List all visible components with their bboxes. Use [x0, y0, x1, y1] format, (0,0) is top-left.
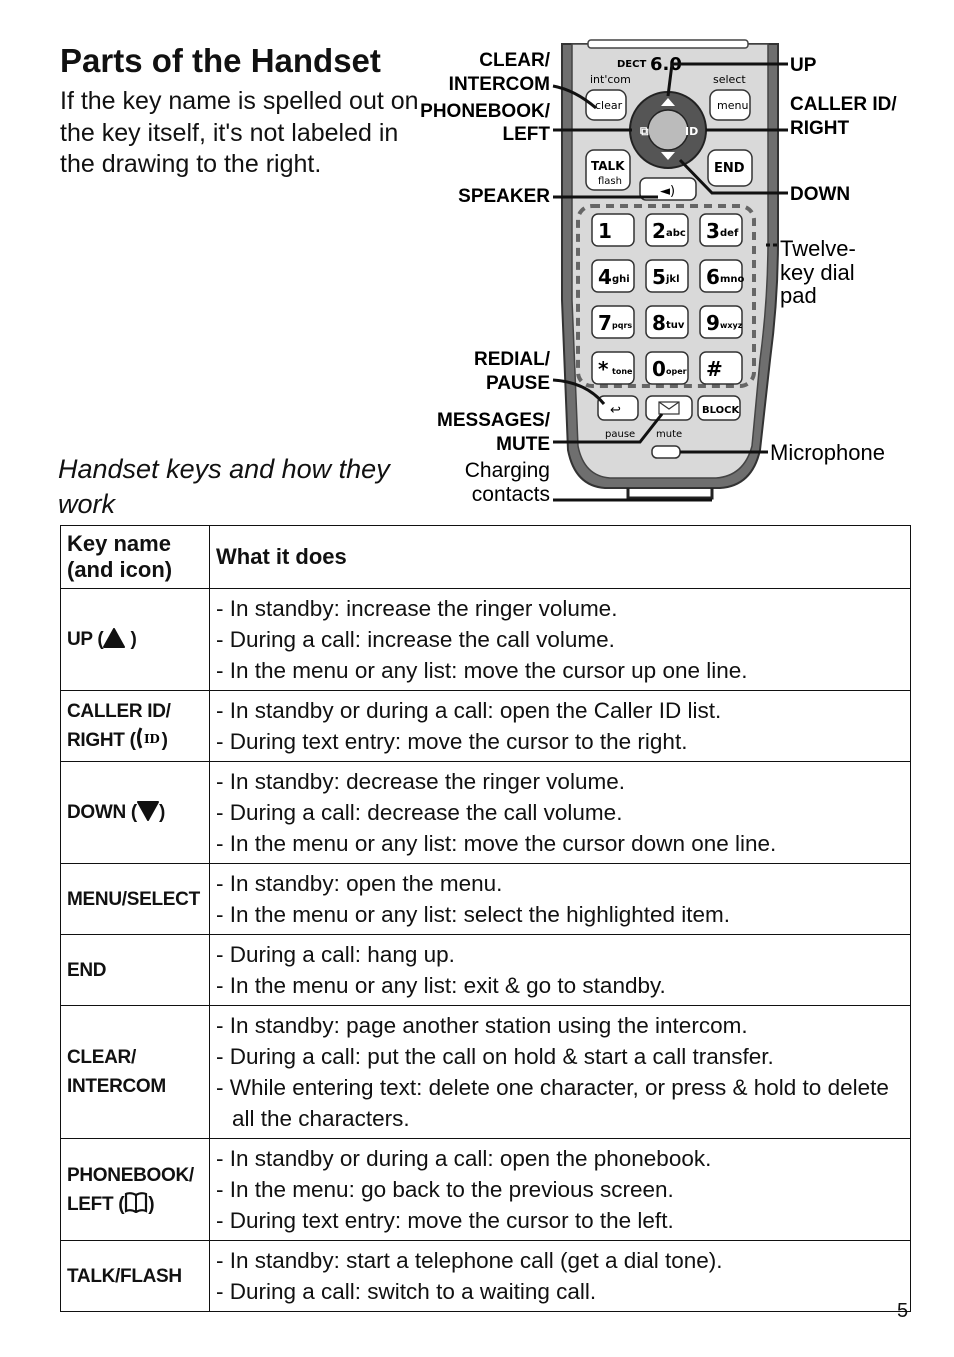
dial-key-letters: tone [612, 367, 633, 376]
table-row [61, 691, 911, 762]
caller-id-icon: ID [685, 125, 699, 138]
intro-paragraph: If the key name is spelled out on the key itself, it's not labeled in the drawing to the right. [60, 87, 419, 178]
dial-key-digit: * [598, 357, 609, 381]
dial-key-digit: 0 [652, 357, 666, 381]
key-name-line: TALK/FLASH [67, 1265, 182, 1287]
key-name-cell [61, 1139, 210, 1241]
dial-key-letters: ghi [612, 274, 630, 285]
table-header-row [61, 526, 911, 589]
callout-down: DOWN [790, 184, 851, 205]
description-cell [210, 1006, 911, 1139]
callout-charging: Charging [464, 459, 550, 482]
brand-label: DECT [617, 59, 647, 70]
description-line: - In standby: open the menu. [216, 871, 503, 896]
phonebook-icon: ⧉ [640, 124, 649, 138]
description-line: - In standby: page another station using the intercom. [216, 1013, 748, 1038]
callout-phonebook: PHONEBOOK/ [420, 101, 550, 122]
block-key-label: BLOCK [702, 405, 740, 416]
handset-keys-table [60, 525, 911, 1312]
description-line: - During text entry: move the cursor to the right. [216, 729, 688, 754]
svg-text:ID: ID [143, 732, 160, 746]
description-line: - During a call: hang up. [216, 942, 455, 967]
key-name-cell [61, 691, 210, 762]
description-line: - During text entry: move the cursor to the left. [216, 1208, 674, 1233]
speaker-icon: ◄) [660, 184, 676, 199]
dial-key-letters: abc [666, 228, 686, 239]
callout-redial: REDIAL/ [474, 349, 550, 370]
table-row [61, 762, 911, 864]
description-line: - In standby: increase the ringer volume. [216, 596, 618, 621]
description-cell [210, 589, 911, 691]
table-row [61, 864, 911, 935]
up-triangle-icon [103, 628, 125, 648]
key-name-cell [61, 1241, 210, 1312]
dial-key-letters: oper [666, 367, 687, 376]
description-line: - In the menu or any list: exit & go to standby. [216, 973, 666, 998]
page-title: Parts of the Handset [60, 42, 381, 79]
key-name-cell [61, 762, 210, 864]
section-subhead: Handset keys and how they work [58, 454, 390, 519]
table-row [61, 935, 911, 1006]
description-line: - During a call: increase the call volume. [216, 627, 615, 652]
header-key-name: Key name (and icon) [61, 526, 210, 589]
description-line: - During a call: decrease the call volume. [216, 800, 623, 825]
callout-pause: PAUSE [485, 373, 550, 394]
phonebook-icon [124, 1191, 148, 1213]
clear-key-label: clear [595, 99, 623, 112]
dial-key-letters: mno [720, 274, 745, 285]
description-cell [210, 864, 911, 935]
callout-speaker: SPEAKER [458, 186, 550, 207]
menu-key-label: menu [717, 99, 749, 112]
description-line: - In standby or during a call: open the phonebook. [216, 1146, 712, 1171]
callout-left: LEFT [502, 124, 550, 145]
dial-key-digit: 8 [652, 311, 666, 335]
callout-microphone: Microphone [770, 440, 885, 465]
description-line: - In standby: start a telephone call (get a dial tone). [216, 1248, 723, 1273]
description-cell [210, 1241, 911, 1312]
description-line: - In standby or during a call: open the Caller ID list. [216, 698, 722, 723]
callout-contacts: contacts [471, 483, 550, 506]
dial-key-letters: jkl [666, 274, 680, 285]
table-row [61, 1241, 911, 1312]
select-label: select [713, 73, 746, 86]
dial-key-letters: def [720, 228, 739, 239]
description-line: - During a call: put the call on hold & start a call transfer. [216, 1044, 774, 1069]
dial-key-letters: wxyz [720, 321, 743, 330]
key-name-line: UP ( [67, 629, 104, 650]
callout-messages: MESSAGES/ [437, 410, 550, 431]
dial-key-letters: pqrs [612, 321, 633, 330]
callout-caller-id: CALLER ID/ [790, 94, 897, 115]
key-name-line: DOWN ( [67, 802, 137, 823]
key-name-line: LEFT ( [67, 1193, 125, 1215]
key-name-cell [61, 935, 210, 1006]
description-cell [210, 935, 911, 1006]
description-cell [210, 762, 911, 864]
redial-icon: ↩ [610, 403, 621, 418]
description-line: - In the menu or any list: move the cursor down one line. [216, 831, 777, 856]
callout-right: RIGHT [790, 118, 850, 139]
description-line: - In the menu: go back to the previous screen. [216, 1177, 674, 1202]
callout-dialpad-3: pad [780, 283, 817, 308]
description-line: - In standby: decrease the ringer volume. [216, 769, 625, 794]
key-name-close: ) [158, 802, 165, 823]
key-name-line: END [67, 959, 107, 981]
key-name-cell [61, 1006, 210, 1139]
key-name-line: CALLER ID/ [67, 701, 171, 722]
caller-id-icon [136, 727, 162, 749]
key-name-line: RIGHT ( [67, 730, 136, 751]
microphone-slot [652, 446, 680, 458]
page-number: 5 [897, 1300, 909, 1322]
dial-key-digit: 2 [652, 219, 666, 243]
end-key-label: END [714, 161, 745, 176]
description-cell [210, 1139, 911, 1241]
key-name-cell [61, 864, 210, 935]
header-what-it-does: What it does [210, 526, 911, 589]
callout-clear: CLEAR/ [479, 50, 550, 71]
dial-key-digit: 9 [706, 311, 720, 335]
callout-dialpad-1: Twelve- [780, 236, 856, 261]
table-row [61, 1139, 911, 1241]
dial-key-digit: 5 [652, 265, 666, 289]
description-line: - During a call: switch to a waiting call. [216, 1279, 597, 1304]
flash-key-label: flash [598, 176, 622, 187]
callout-intercom: INTERCOM [448, 74, 550, 95]
dial-key-digit: 1 [598, 219, 612, 243]
key-name-line: MENU/SELECT [67, 888, 200, 910]
table-row [61, 589, 911, 691]
handset-diagram [0, 0, 954, 520]
description-line: - In the menu or any list: select the highlighted item. [216, 902, 731, 927]
dial-key-digit: # [706, 357, 723, 381]
key-name-line: CLEAR/ [67, 1047, 136, 1068]
key-name-close: ) [148, 1193, 155, 1215]
description-line: - In the menu or any list: move the cursor up one line. [216, 658, 748, 683]
key-name-cell [61, 589, 210, 691]
callout-up: UP [790, 55, 817, 76]
callout-mute: MUTE [496, 434, 550, 455]
key-name-close: ) [161, 730, 168, 751]
key-name-line: PHONEBOOK/ [67, 1164, 194, 1186]
mute-label: mute [656, 429, 683, 440]
dial-key-letters: tuv [666, 320, 685, 331]
dial-key-digit: 4 [598, 265, 612, 289]
description-cell [210, 691, 911, 762]
pause-label: pause [605, 429, 636, 440]
charging-contacts [628, 488, 712, 498]
key-name-line: INTERCOM [67, 1076, 166, 1097]
dial-key-digit: 6 [706, 265, 720, 289]
description-line: - While entering text: delete one character, or press & hold to delete all the characters. [216, 1075, 889, 1131]
brand-number: 6.0 [650, 54, 682, 75]
talk-key-label: TALK [591, 159, 625, 173]
down-triangle-icon [137, 801, 159, 821]
callout-dialpad-2: key dial [780, 260, 855, 285]
intcom-label: int'com [590, 73, 631, 86]
table-row [61, 1006, 911, 1139]
dial-key-digit: 7 [598, 311, 612, 335]
key-name-close: ) [125, 629, 137, 650]
dial-key-digit: 3 [706, 219, 720, 243]
